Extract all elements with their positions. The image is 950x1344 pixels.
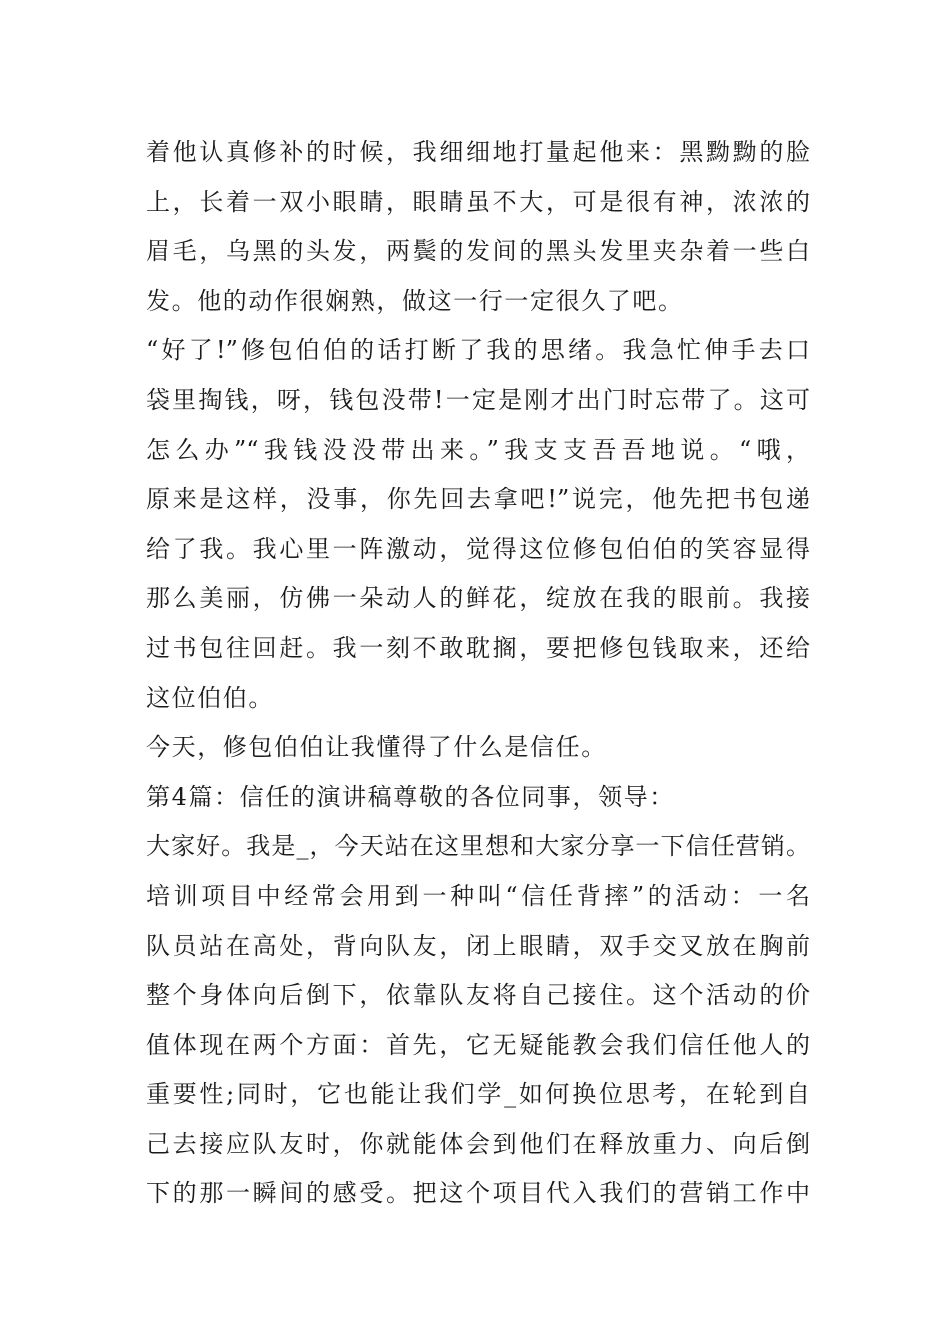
text-line: 下的那一瞬间的感受。把这个项目代入我们的营销工作中 [146, 1179, 810, 1208]
text-line: 重要性;同时，它也能让我们学_如何换位思考，在轮到自 [146, 1080, 810, 1109]
text-line: 着他认真修补的时候，我细细地打量起他来：黑黝黝的脸 [146, 138, 810, 166]
text-line: 己去接应队友时，你就能体会到他们在释放重力、向后倒 [146, 1129, 810, 1158]
text-line: 值体现在两个方面：首先，它无疑能教会我们信任他人的 [146, 1030, 810, 1059]
text-line: 今天，修包伯伯让我懂得了什么是信任。 [146, 733, 607, 762]
text-line: 大家好。我是_，今天站在这里想和大家分享一下信任营销。 [146, 832, 810, 861]
text-line: 过书包往回赶。我一刻不敢耽搁，要把修包钱取来，还给 [146, 633, 810, 662]
text-line: 给了我。我心里一阵激动，觉得这位修包伯伯的笑容显得 [146, 534, 810, 563]
text-line: 这位伯伯。 [146, 683, 274, 712]
text-line: 培训项目中经常会用到一种叫“信任背摔”的活动：一名 [146, 881, 810, 910]
text-line: 队员站在高处，背向队友，闭上眼睛，双手交叉放在胸前 [146, 931, 810, 960]
text-line: 怎么办”“我钱没没带出来。”我支支吾吾地说。“哦， [146, 435, 810, 464]
text-line: 原来是这样，没事，你先回去拿吧!”说完，他先把书包递 [146, 485, 810, 514]
text-line: 眉毛，乌黑的头发，两鬓的发间的黑头发里夹杂着一些白 [146, 237, 810, 266]
text-line: “好了!”修包伯伯的话打断了我的思绪。我急忙伸手去口 [146, 336, 810, 365]
text-line: 上，长着一双小眼睛，眼睛虽不大，可是很有神，浓浓的 [146, 187, 810, 216]
text-line: 那么美丽，仿佛一朵动人的鲜花，绽放在我的眼前。我接 [146, 584, 810, 613]
text-line: 袋里掏钱，呀，钱包没带!一定是刚才出门时忘带了。这可 [146, 385, 810, 414]
section-heading: 第4篇：信任的演讲稿尊敬的各位同事，领导： [146, 782, 675, 811]
text-line: 整个身体向后倒下，依靠队友将自己接住。这个活动的价 [146, 981, 810, 1010]
text-line: 发。他的动作很娴熟，做这一行一定很久了吧。 [146, 286, 684, 315]
document-body [146, 128, 810, 1219]
